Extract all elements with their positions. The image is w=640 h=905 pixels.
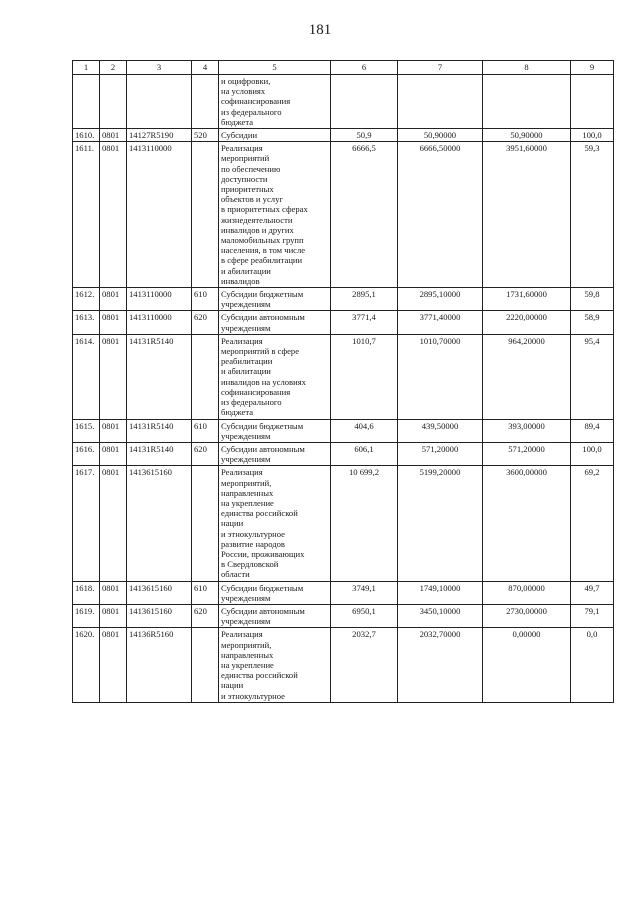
row-number-cell: 1611.	[73, 142, 100, 288]
description-cell: Реализация мероприятий, направленных на укрепление единства российской нации и этнокультурное развитие народов России, проживающих в Свердловской области	[219, 466, 331, 581]
expense-type-cell: 520	[192, 129, 219, 142]
execution-percent-cell: 89,4	[571, 419, 614, 442]
table-body	[73, 75, 614, 703]
budget-table	[72, 60, 614, 703]
target-code-cell: 1413110000	[127, 311, 192, 334]
description-cell: Реализация мероприятий по обеспечению доступности приоритетных объектов и услуг в приоритетных сферах жизнедеятельности инвалидов и других маломобильных групп населения, в том числе в сфере реабилитации и абилитации инвалидов	[219, 142, 331, 288]
column-header-2: 2	[100, 61, 127, 75]
row-number-cell: 1615.	[73, 419, 100, 442]
execution-percent-cell: 69,2	[571, 466, 614, 581]
row-number-cell: 1610.	[73, 129, 100, 142]
section-code-cell: 0801	[100, 129, 127, 142]
expense-type-cell	[192, 75, 219, 129]
description-cell: Субсидии автономным учреждениям	[219, 442, 331, 465]
target-code-cell: 1413110000	[127, 142, 192, 288]
executed-amount-cell: 2220,00000	[483, 311, 571, 334]
table-row	[73, 311, 614, 334]
description-cell: Субсидии бюджетным учреждениям	[219, 419, 331, 442]
table-row	[73, 419, 614, 442]
table-row	[73, 442, 614, 465]
section-code-cell	[100, 75, 127, 129]
execution-percent-cell: 100,0	[571, 442, 614, 465]
execution-percent-cell: 100,0	[571, 129, 614, 142]
approved-amount-cell: 10 699,2	[331, 466, 398, 581]
section-code-cell: 0801	[100, 604, 127, 627]
approved-amount-cell: 2895,1	[331, 288, 398, 311]
execution-percent-cell: 0,0	[571, 628, 614, 702]
table-row	[73, 466, 614, 581]
executed-amount-cell: 393,00000	[483, 419, 571, 442]
table-row	[73, 75, 614, 129]
adjusted-amount-cell: 6666,50000	[398, 142, 483, 288]
section-code-cell: 0801	[100, 142, 127, 288]
column-header-6: 6	[331, 61, 398, 75]
approved-amount-cell: 3749,1	[331, 581, 398, 604]
row-number-cell: 1618.	[73, 581, 100, 604]
executed-amount-cell: 2730,00000	[483, 604, 571, 627]
section-code-cell: 0801	[100, 628, 127, 702]
table-row	[73, 604, 614, 627]
adjusted-amount-cell: 5199,20000	[398, 466, 483, 581]
target-code-cell: 14136R5160	[127, 628, 192, 702]
approved-amount-cell: 404,6	[331, 419, 398, 442]
section-code-cell: 0801	[100, 334, 127, 419]
adjusted-amount-cell: 2032,70000	[398, 628, 483, 702]
execution-percent-cell: 58,9	[571, 311, 614, 334]
target-code-cell: 14127R5190	[127, 129, 192, 142]
column-header-9: 9	[571, 61, 614, 75]
adjusted-amount-cell: 571,20000	[398, 442, 483, 465]
executed-amount-cell	[483, 75, 571, 129]
description-cell: Субсидии бюджетным учреждениям	[219, 581, 331, 604]
section-code-cell: 0801	[100, 581, 127, 604]
executed-amount-cell: 571,20000	[483, 442, 571, 465]
execution-percent-cell	[571, 75, 614, 129]
section-code-cell: 0801	[100, 311, 127, 334]
adjusted-amount-cell: 439,50000	[398, 419, 483, 442]
table-row	[73, 142, 614, 288]
column-header-4: 4	[192, 61, 219, 75]
expense-type-cell: 610	[192, 419, 219, 442]
row-number-cell: 1617.	[73, 466, 100, 581]
expense-type-cell: 620	[192, 311, 219, 334]
execution-percent-cell: 59,3	[571, 142, 614, 288]
row-number-cell	[73, 75, 100, 129]
column-header-8: 8	[483, 61, 571, 75]
executed-amount-cell: 0,00000	[483, 628, 571, 702]
expense-type-cell	[192, 628, 219, 702]
approved-amount-cell: 6666,5	[331, 142, 398, 288]
adjusted-amount-cell: 1749,10000	[398, 581, 483, 604]
execution-percent-cell: 59,8	[571, 288, 614, 311]
executed-amount-cell: 3951,60000	[483, 142, 571, 288]
expense-type-cell	[192, 466, 219, 581]
expense-type-cell: 610	[192, 581, 219, 604]
expense-type-cell: 620	[192, 442, 219, 465]
row-number-cell: 1613.	[73, 311, 100, 334]
description-cell: и оцифровки, на условиях софинансирования из федерального бюджета	[219, 75, 331, 129]
adjusted-amount-cell: 2895,10000	[398, 288, 483, 311]
row-number-cell: 1614.	[73, 334, 100, 419]
approved-amount-cell: 50,9	[331, 129, 398, 142]
adjusted-amount-cell: 3771,40000	[398, 311, 483, 334]
target-code-cell: 1413110000	[127, 288, 192, 311]
expense-type-cell: 610	[192, 288, 219, 311]
description-cell: Субсидии	[219, 129, 331, 142]
row-number-cell: 1619.	[73, 604, 100, 627]
table-row	[73, 334, 614, 419]
target-code-cell: 1413615160	[127, 466, 192, 581]
section-code-cell: 0801	[100, 466, 127, 581]
description-cell: Реализация мероприятий в сфере реабилитации и абилитации инвалидов на условиях софинансирования из федерального бюджета	[219, 334, 331, 419]
description-cell: Субсидии бюджетным учреждениям	[219, 288, 331, 311]
adjusted-amount-cell	[398, 75, 483, 129]
target-code-cell: 1413615160	[127, 581, 192, 604]
target-code-cell: 14131R5140	[127, 442, 192, 465]
table-row	[73, 129, 614, 142]
section-code-cell: 0801	[100, 442, 127, 465]
description-cell: Реализация мероприятий, направленных на укрепление единства российской нации и этнокультурное	[219, 628, 331, 702]
executed-amount-cell: 964,20000	[483, 334, 571, 419]
expense-type-cell: 620	[192, 604, 219, 627]
execution-percent-cell: 79,1	[571, 604, 614, 627]
approved-amount-cell: 6950,1	[331, 604, 398, 627]
approved-amount-cell	[331, 75, 398, 129]
table-row	[73, 288, 614, 311]
expense-type-cell	[192, 334, 219, 419]
page-number: 181	[308, 22, 332, 38]
execution-percent-cell: 49,7	[571, 581, 614, 604]
target-code-cell: 1413615160	[127, 604, 192, 627]
execution-percent-cell: 95,4	[571, 334, 614, 419]
approved-amount-cell: 3771,4	[331, 311, 398, 334]
adjusted-amount-cell: 3450,10000	[398, 604, 483, 627]
column-header-1: 1	[73, 61, 100, 75]
header-row	[73, 61, 614, 75]
executed-amount-cell: 50,90000	[483, 129, 571, 142]
column-header-3: 3	[127, 61, 192, 75]
description-cell: Субсидии автономным учреждениям	[219, 311, 331, 334]
approved-amount-cell: 606,1	[331, 442, 398, 465]
approved-amount-cell: 2032,7	[331, 628, 398, 702]
table-row	[73, 581, 614, 604]
executed-amount-cell: 870,00000	[483, 581, 571, 604]
target-code-cell: 14131R5140	[127, 334, 192, 419]
description-cell: Субсидии автономным учреждениям	[219, 604, 331, 627]
executed-amount-cell: 1731,60000	[483, 288, 571, 311]
column-header-7: 7	[398, 61, 483, 75]
executed-amount-cell: 3600,00000	[483, 466, 571, 581]
table-row	[73, 628, 614, 702]
row-number-cell: 1612.	[73, 288, 100, 311]
expense-type-cell	[192, 142, 219, 288]
target-code-cell	[127, 75, 192, 129]
section-code-cell: 0801	[100, 288, 127, 311]
adjusted-amount-cell: 50,90000	[398, 129, 483, 142]
column-header-5: 5	[219, 61, 331, 75]
target-code-cell: 14131R5140	[127, 419, 192, 442]
section-code-cell: 0801	[100, 419, 127, 442]
adjusted-amount-cell: 1010,70000	[398, 334, 483, 419]
row-number-cell: 1620.	[73, 628, 100, 702]
row-number-cell: 1616.	[73, 442, 100, 465]
approved-amount-cell: 1010,7	[331, 334, 398, 419]
